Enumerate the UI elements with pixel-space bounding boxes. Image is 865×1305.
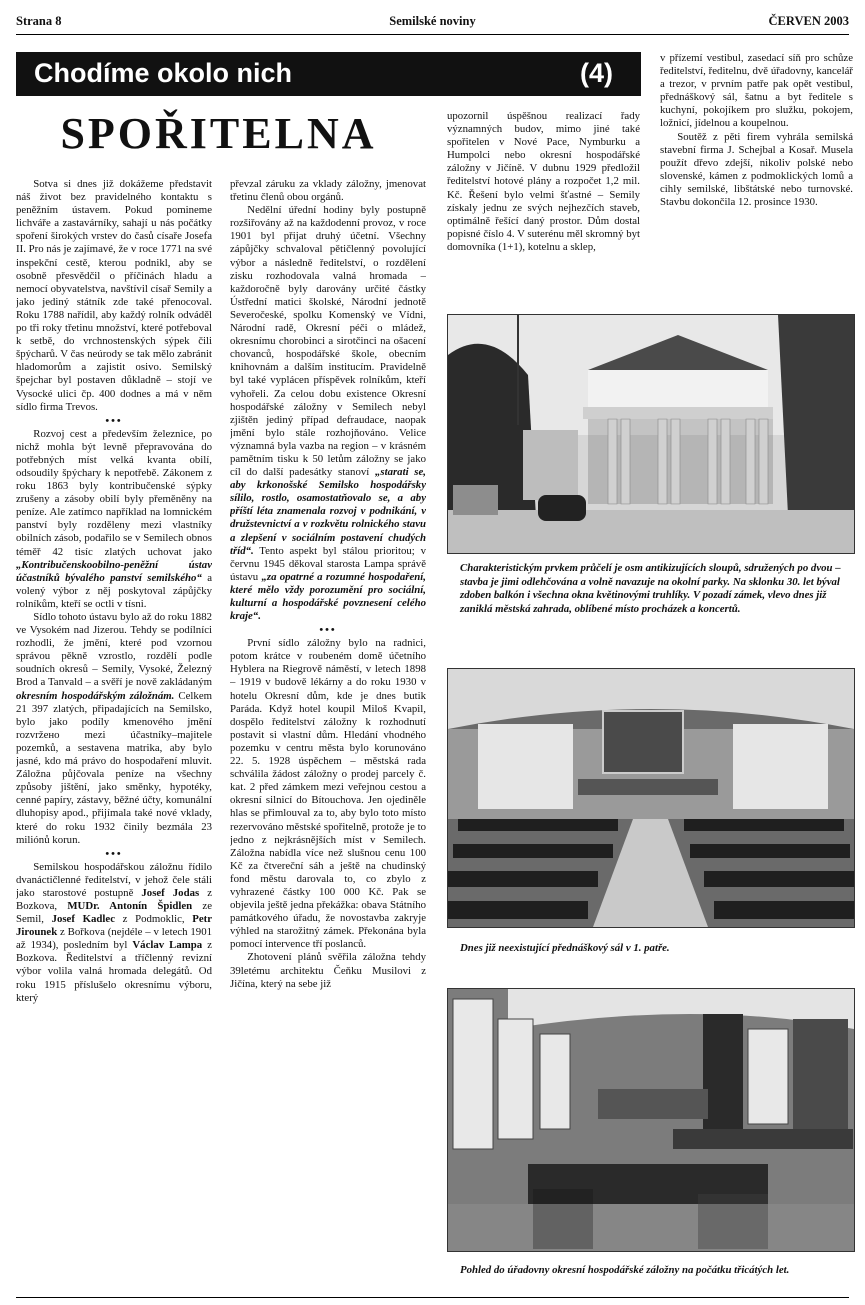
paragraph: Zhotovení plánů svěřila záložna tehdy 39letému architektu Čeňku Musilovi z Jičína, který na sebe již — [230, 951, 426, 990]
paragraph: Nedělní úřední hodiny byly postupně rozšiřovány až na každodenní provoz, v roce 1901 byl přijat druhý účetní. Všechny zápůjčky schvaloval pětičlenný povolující výbor a následně ředitelství, o rozdělení zisku rozhodovala valná hromada – každoročně byly darovány určité částky Ústřední matici školské, Národní jednotě Severočeské, spolku Komenský ve Vídni, Národní radě, Okresní péči o mládež, okresnímu chorobinci a sirotčinci na ošacení chovanců, hospodářské škole, obecním knihovnám a dalším institucím. Pravidelně byl také vyplácen příspěvek rolníkům, kteří vyhořeli. Za celou dobu existence Okresní hospodářské záložny v Semilech nebyl zjištěn jediný případ defraudace, naopak jmění bylo stále rozhojňováno. Velice významná byla vazba na region – v krásném pamětním tisku k 50 letům záložny se jako cíl do další padesátky stanoví „starati se, aby krkonošské Semilsko hospodářsky sílilo, rostlo, osamostatňovalo se, a aby příští léta znamenala rozvoj v podnikání, v družstevnictví a v rozkvětu rolnického stavu a zlepšení v sociálním postavení chudých tříd“. Tento aspekt byl stálou prioritou; v červnu 1945 děkoval starosta Lampa správě ústavu „za opatrné a rozumné hospodaření, které mělo vždy porozumění pro sociální, kulturní a hospodářské povznesení celého kraje“. — [230, 204, 426, 623]
series-banner — [16, 52, 641, 96]
header-rule — [16, 34, 849, 35]
office-interior-photo — [447, 988, 855, 1252]
paragraph: v přízemí vestibul, zasedací síň pro schůze ředitelství, ředitelnu, dvě úřadovny, kancelář a trezor, v prvním patře pak opět vestibul, přednáškový sál, šatnu a byt ředitele s kuchyní, pokojíkem pro služku, pokojem, ložnicí, jídelnou a koupelnou. — [660, 52, 853, 130]
photo-caption: Charakteristickým prvkem průčelí je osm antikizujících sloupů, sdružených po dvou – stavba je jimi odlehčována a volně navazuje na okolní parky. Na sklonku 30. let býval zdoben balkón i všechna okna květinovými truhlíky. V pozadí zámek, vlevo dnes již zaniklá městská zahrada, oblíbené místo procházek a koncertů. — [460, 562, 841, 615]
paragraph: Sotva si dnes již dokážeme představit náš život bez pravidelného kontaktu s peněžním ústavem. Pokud pomineme lichváře a zastavárníky, sahají u nás počátky spoření širokých vrstev do časů císaře Josefa II. Pro nás je zajímavé, že v roce 1771 na své inspekční cestě, kterou podnikl, aby se osobně přesvědčil o příčinách hladu a nemocí obyvatelstva, navštívil císař Semily a jako jediný státník zde také přenocoval. Roku 1788 nařídil, aby každý rolník odváděl po tři roky třetinu množství, které potřeboval k setbě, do vrchnostenských sýpek čili špýcharů. V čas neúrody se tak mělo zabránit hladomorům a zajistit osivo. Semilský špejchar byl postaven důkladně – stojí ve Vysocké ulici čp. 400 dodnes a má v něm sídlo firma Trevos. — [16, 178, 212, 413]
paragraph: První sídlo záložny bylo na radnici, potom krátce v roubeném domě účetního Hyblera na Riegrově náměstí, v letech 1898 – 1919 v budově lékárny a do roku 1930 v hotelu Okresní dům, kde je dnes butik Paráda. Když hotel koupil Miloš Kvapil, dospělo ředitelství záložny k rozhodnutí postavit si vlastní dům. Hledání vhodného pozemku v centru města bylo korunováno 22. 5. 1928 úspěchem – městská rada schválila žádost záložny o prodej parcely č. kat. 2 před zámkem mezi veřejnou cestou a okresní silnicí do Bítouchova. Jen ojediněle hlas se přimlouval za to, aby bylo toto místo rezervováno městské spořitelně, protože je to jedno z nejkrásnějších míst v Semilech. Záložna nabídla více než slušnou cenu 100 Kč za čtvereční sáh a ještě na chudinský fond městu darovala to, co zbylo z vyhrazené částky 100 000 Kč. Pak se objevila ještě jedna překážka: obava Státního památkového úřadu, že novostavba zakryje výhled na starožitný zámek. Překonána byla pomocí intervence tří poslanců. — [230, 637, 426, 951]
article-column-1 — [16, 178, 212, 1288]
series-number: (4) — [580, 58, 613, 88]
newspaper-name: Semilské noviny — [389, 14, 476, 28]
paragraph: Semilskou hospodářskou záložnu řídilo dvanáctičlenné ředitelství, v jehož čele stáli jako starostové postupně Josef Jodas z Bozkova, MUDr. Antonín Špidlen ze Semil, Josef Kadlec z Podmoklic, Petr Jiroun​ek z Bořkova (nejdéle – v letech 1901 až 1934), posledním byl Václav Lampa z Bozkova. Ředitelství a tříčlenný revizní výbor volila valná hromada delegátů. Od roku 1915 příslušelo okresnímu výboru, který — [16, 860, 212, 1004]
footer-rule — [16, 1297, 849, 1298]
article-headline: SPOŘITELNA — [60, 109, 377, 158]
page-number: Strana 8 — [16, 14, 62, 28]
article-column-4 — [660, 52, 853, 272]
paragraph: upozornil úspěšnou realizací řady významných budov, mimo jiné také spořitelen v Nové Pace, Nymburku a Humpolci nebo okresní hospodářské záložny v Jičíně. V dubnu 1929 předložil ředitelství hotové plány a rozpočet 1,2 mil. Kč. Řešení bylo velmi šťastné – Semily získaly jednu ze svých nejhezčích staveb, optimálně řešící daný prostor. Dům dostal popisné číslo 4. V suterénu měl skromný byt domovníka (1+1), kotelnu a sklep, — [447, 110, 640, 253]
paragraph: Rozvoj cest a především železnice, po nichž mohla být levně přepravována do potřebných míst velká kvanta obilí, odsoudily špýchary k nepotřebě. Zákonem z roku 1863 byly kontribučenské sýpky zrušeny a zásoby obilí byly přeměněny na peníze. Ale zatímco například na lomnickém panství byly rozděleny mezi vlastníky obilních zásob, podařilo se v Semilech obnos téměř 42 tisíc zlatých uchovat jako „Kontribučenskoobilno-peněžní ústav účastníků bývalého panství semilského“ a volený výbor z něj poskytoval zápůjčky rolníkům, kteří se octli v tísni. — [16, 427, 212, 610]
article-column-2 — [230, 178, 426, 1288]
section-separator: ••• — [105, 414, 123, 427]
paragraph: převzal záruku za vklady záložny, jmenovat třetinu členů obou orgánů. — [230, 178, 426, 204]
issue-date: ČERVEN 2003 — [768, 14, 849, 28]
lecture-hall-photo — [447, 668, 855, 928]
series-title: Chodíme okolo nich — [34, 58, 293, 88]
section-separator: ••• — [319, 624, 337, 637]
page-header — [16, 6, 849, 30]
photo-caption: Pohled do úřadovny okresní hospodářské záložny na počátku třicátých let. — [460, 1264, 790, 1276]
paragraph: Sídlo tohoto ústavu bylo až do roku 1882 ve Vysokém nad Jizerou. Tehdy se podílníci rozhodli, že jmění, které pod vzornou správou pěkně vzrostlo, rozdělí podle soudních okresů – Semily, Vysoké, Železný Brod a Tanvald – a svěří je nově zakládaným okresním hospodářským záložnám. Celkem 21 397 zlatých, připadajících na Semilsko, bylo jako podíly kmenového jmění rozvržено mezi účastníky–majitele pozemků, a sestavena matrika, aby bylo jasné, kdo má právo do hospodaření mluvit. Záložna půjčovala peníze na všechny způsoby jištění, jako směnky, hypotéky, cenné papíry, zástavy, běžné účty, komunální dluhopisy apod., přijímala také nové vklady, které do roku 1932 činily bezmála 23 miliónů korun. — [16, 611, 212, 846]
article-column-3 — [447, 110, 640, 310]
building-exterior-photo — [447, 314, 855, 554]
photo-caption: Dnes již neexistující přednáškový sál v 1. patře. — [460, 942, 670, 954]
paragraph: Soutěž z pěti firem vyhrála semilská stavební firma J. Schejbal a Kosař. Musela použít dřevo zdejší, nikoliv polské nebo slovenské, kámen z podmoklických lomů a cihly semilské, libštátské nebo turnovské. Stavbu dokončila 12. prosince 1930. — [660, 130, 853, 209]
section-separator: ••• — [105, 847, 123, 860]
